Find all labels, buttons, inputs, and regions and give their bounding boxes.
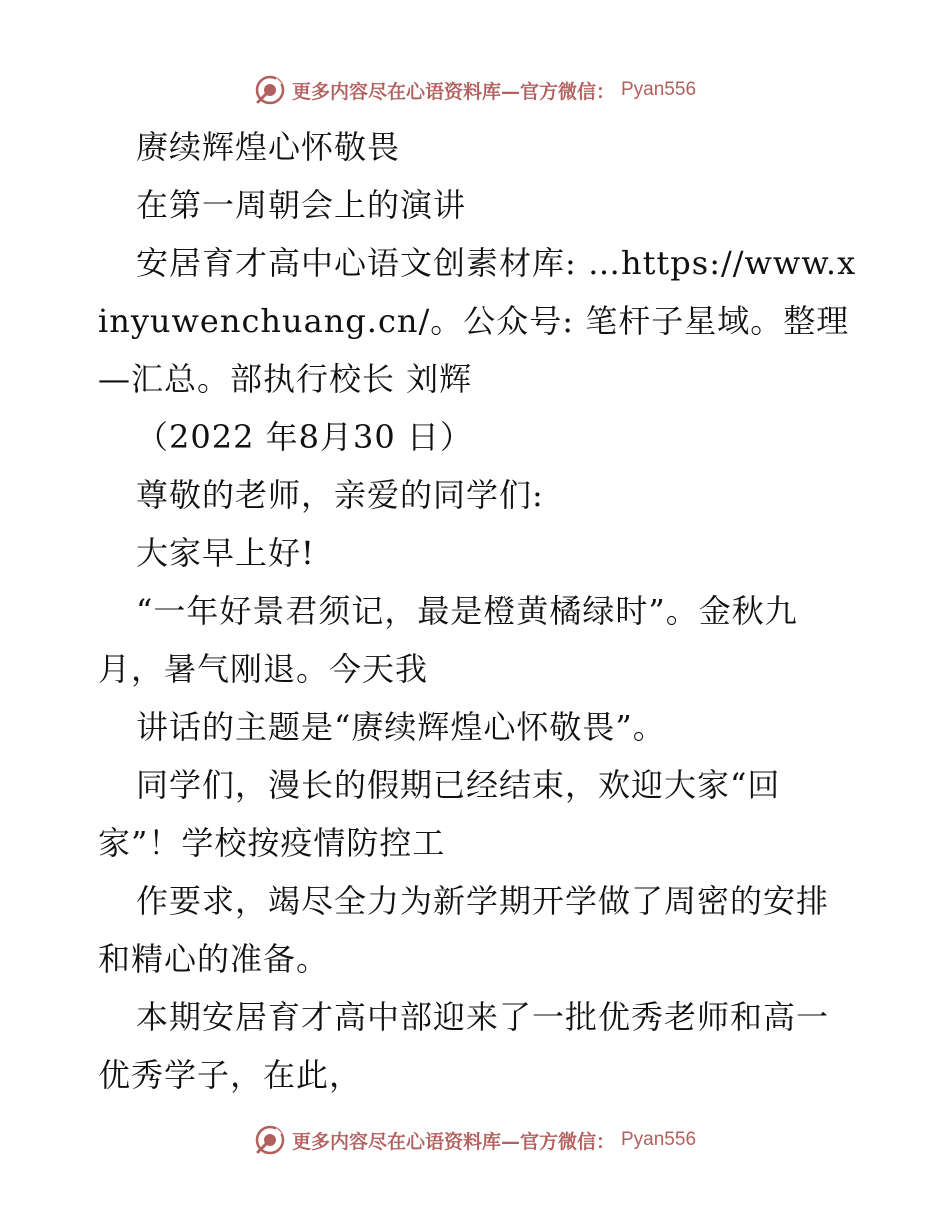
- watermark-wechat-id: Pyan556: [621, 1129, 697, 1150]
- body-paragraph: “一年好景君须记，最是橙黄橘绿时”。金秋九月，暑气刚退。今天我: [98, 592, 798, 688]
- body-paragraph: 讲话的主题是“赓续辉煌心怀敬畏”。: [136, 708, 666, 746]
- pen-logo-icon: [254, 1124, 286, 1156]
- salutation: 尊敬的老师，亲爱的同学们:: [136, 476, 544, 514]
- doc-title: 赓续辉煌心怀敬畏: [136, 128, 401, 166]
- header-watermark: [0, 70, 950, 110]
- date-line: （2022 年8月30 日）: [136, 418, 473, 456]
- greeting: 大家早上好!: [136, 534, 315, 572]
- watermark-text: 更多内容尽在心语资料库—官方微信：: [291, 1130, 615, 1153]
- source-note-paragraph: 安居育才高中心语文创素材库: …https://www.xinyuwenchuang.cn/。公众号: 笔杆子星域。整理—汇总。部执行校长 刘辉: [98, 244, 857, 398]
- doc-subtitle: 在第一周朝会上的演讲: [136, 186, 467, 224]
- body-paragraph: 作要求，竭尽全力为新学期开学做了周密的安排和精心的准备。: [98, 882, 830, 978]
- body-paragraph: 同学们，漫长的假期已经结束，欢迎大家“回家”！学校按疫情防控工: [98, 766, 781, 862]
- watermark-text: 更多内容尽在心语资料库—官方微信：: [291, 80, 615, 103]
- watermark-wechat-id: Pyan556: [621, 79, 697, 100]
- body-paragraph: 本期安居育才高中部迎来了一批优秀老师和高一优秀学子，在此，: [98, 998, 830, 1094]
- footer-watermark: [0, 1120, 950, 1160]
- pen-logo-icon: [254, 74, 286, 106]
- document-body: [98, 118, 858, 1104]
